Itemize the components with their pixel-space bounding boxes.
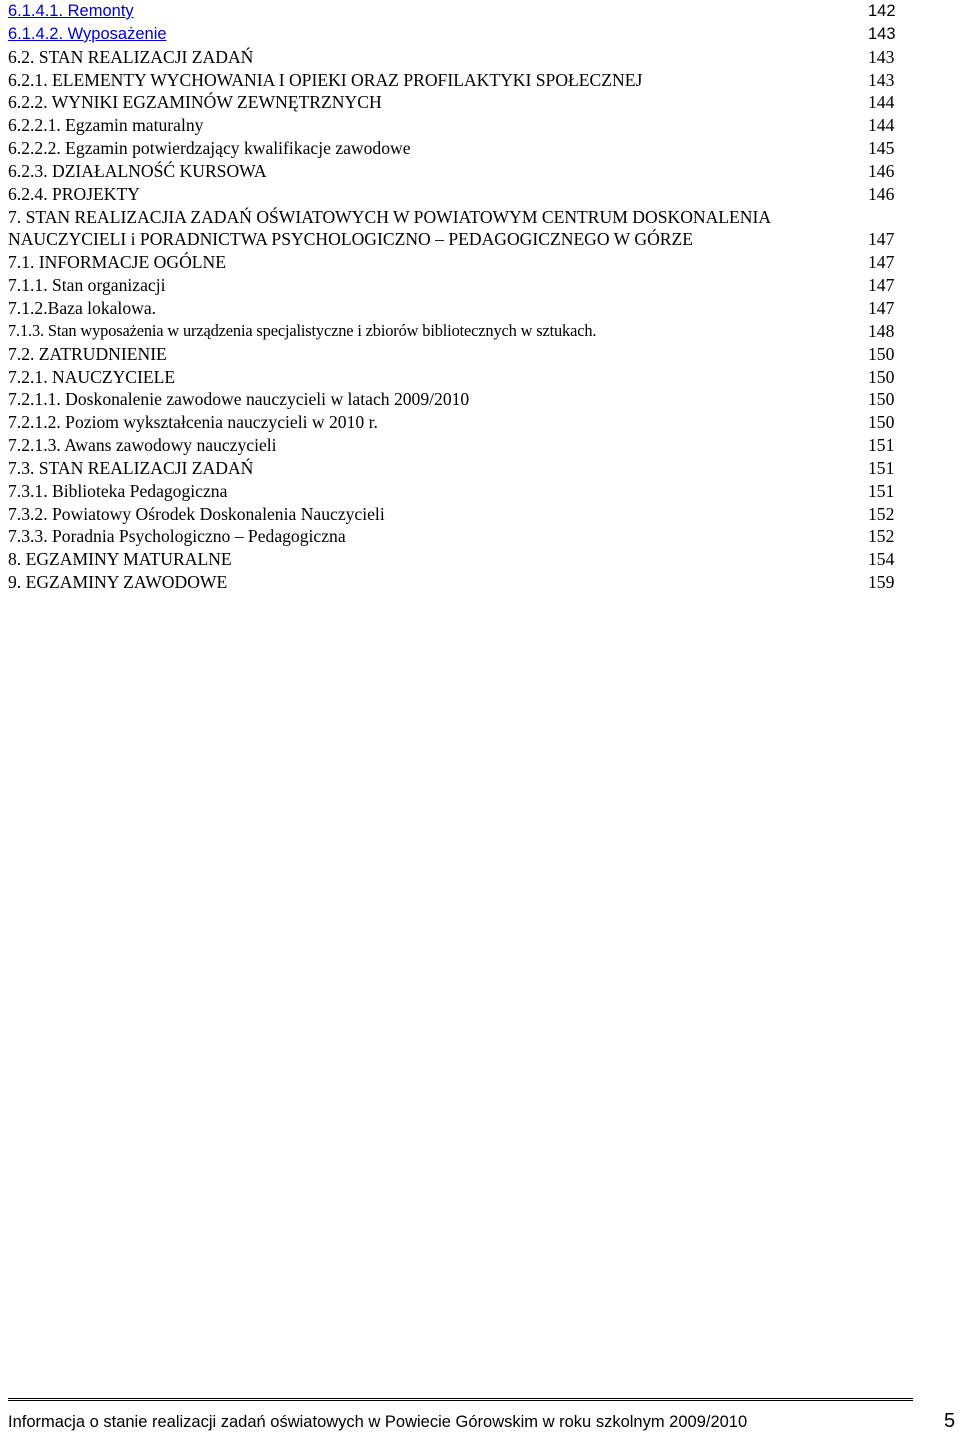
toc-entry-page: 152	[868, 503, 895, 524]
toc-entry[interactable]	[8, 69, 908, 92]
table-of-contents	[8, 0, 908, 594]
footer-divider	[8, 1398, 913, 1401]
toc-entry[interactable]	[8, 503, 908, 526]
toc-entry[interactable]	[8, 0, 908, 23]
toc-entry-page: 147	[868, 297, 895, 318]
toc-entry-title[interactable]: 8. EGZAMINY MATURALNE	[8, 549, 232, 570]
toc-entry[interactable]	[8, 183, 908, 206]
toc-entry-title[interactable]: 7.1. INFORMACJE OGÓLNE	[8, 252, 226, 273]
toc-entry-title[interactable]: 7.2.1.1. Doskonalenie zawodowe nauczycieli w latach 2009/2010	[8, 389, 470, 410]
toc-entry[interactable]	[8, 548, 908, 571]
toc-entry-title[interactable]: 6.1.4.2. Wyposażenie	[8, 24, 167, 43]
toc-entry-page: 151	[868, 480, 895, 501]
toc-entry-title[interactable]: 6.2.3. DZIAŁALNOŚĆ KURSOWA	[8, 160, 267, 181]
toc-entry-page: 147	[868, 229, 895, 250]
toc-entry-title[interactable]: 7.1.1. Stan organizacji	[8, 275, 166, 296]
toc-entry-title[interactable]: 7.2.1.3. Awans zawodowy nauczycieli	[8, 435, 277, 456]
toc-entry-page: 146	[868, 160, 895, 181]
toc-entry-title[interactable]: 7. STAN REALIZACJIA ZADAŃ OŚWIATOWYCH W POWIATOWYM CENTRUM DOSKONALENIA NAUCZYCIELI i PORADNICTWA PSYCHOLOGICZNO – PEDAGOGICZNEGO W GÓRZE	[8, 206, 771, 250]
toc-entry-title[interactable]: 7.3.1. Biblioteka Pedagogiczna	[8, 480, 228, 501]
toc-entry-page: 159	[868, 572, 895, 593]
footer-page-number: 5	[944, 1410, 956, 1432]
toc-entry-page: 144	[868, 115, 895, 136]
toc-entry[interactable]	[8, 457, 908, 480]
toc-entry-page: 147	[868, 252, 895, 273]
toc-entry-page: 142	[868, 2, 896, 20]
toc-entry-page: 145	[868, 138, 895, 159]
toc-entry[interactable]	[8, 343, 908, 366]
toc-entry[interactable]	[8, 274, 908, 297]
toc-entry[interactable]	[8, 160, 908, 183]
toc-entry-page: 150	[868, 389, 895, 410]
toc-entry-page: 144	[868, 92, 895, 113]
toc-entry-page: 143	[868, 46, 895, 67]
toc-entry[interactable]	[8, 91, 908, 114]
toc-entry-page: 150	[868, 343, 895, 364]
toc-entry-title[interactable]: 6.1.4.1. Remonty	[8, 2, 134, 20]
toc-entry-page: 150	[868, 412, 895, 433]
toc-entry-title[interactable]: 6.2.2.1. Egzamin maturalny	[8, 115, 204, 136]
toc-entry-page: 147	[868, 275, 895, 296]
toc-entry[interactable]	[8, 434, 908, 457]
toc-entry[interactable]	[8, 23, 908, 46]
toc-entry-page: 150	[868, 366, 895, 387]
toc-entry-title[interactable]: 7.1.3. Stan wyposażenia w urządzenia specjalistyczne i zbiorów bibliotecznych w sztukach.	[8, 320, 597, 340]
toc-entry[interactable]	[8, 571, 908, 594]
toc-entry-title[interactable]: 7.1.2.Baza lokalowa.	[8, 297, 157, 318]
toc-entry[interactable]	[8, 114, 908, 137]
toc-entry[interactable]	[8, 366, 908, 389]
toc-entry-page: 152	[868, 526, 895, 547]
toc-entry-title[interactable]: 7.2.1. NAUCZYCIELE	[8, 366, 176, 387]
toc-entry-page: 148	[868, 320, 895, 341]
toc-entry-title[interactable]: 6.2.1. ELEMENTY WYCHOWANIA I OPIEKI ORAZ PROFILAKTYKI SPOŁECZNEJ	[8, 69, 643, 90]
toc-entry[interactable]	[8, 46, 908, 69]
toc-entry-title[interactable]: 7.2. ZATRUDNIENIE	[8, 343, 167, 364]
toc-entry-title[interactable]: 7.3. STAN REALIZACJI ZADAŃ	[8, 457, 254, 478]
toc-entry-page: 151	[868, 435, 895, 456]
toc-entry-title[interactable]: 7.3.3. Poradnia Psychologiczno – Pedagogiczna	[8, 526, 346, 547]
toc-entry[interactable]	[8, 206, 908, 252]
toc-entry[interactable]	[8, 297, 908, 320]
toc-entry-title[interactable]: 7.3.2. Powiatowy Ośrodek Doskonalenia Nauczycieli	[8, 503, 385, 524]
toc-entry-title[interactable]: 6.2. STAN REALIZACJI ZADAŃ	[8, 46, 254, 67]
toc-entry-title[interactable]: 6.2.2.2. Egzamin potwierdzający kwalifikacje zawodowe	[8, 138, 411, 159]
toc-entry[interactable]	[8, 411, 908, 434]
toc-entry[interactable]	[8, 388, 908, 411]
toc-entry-page: 143	[868, 69, 895, 90]
toc-entry-title[interactable]: 6.2.4. PROJEKTY	[8, 183, 140, 204]
toc-entry-title[interactable]: 9. EGZAMINY ZAWODOWE	[8, 572, 228, 593]
toc-entry[interactable]	[8, 137, 908, 160]
footer-title: Informacja o stanie realizacji zadań oświatowych w Powiecie Górowskim w roku szkolnym 2009/2010	[8, 1413, 748, 1431]
toc-entry-page: 143	[868, 24, 896, 43]
toc-entry[interactable]	[8, 480, 908, 503]
toc-entry-title[interactable]: 7.2.1.2. Poziom wykształcenia nauczycieli w 2010 r.	[8, 412, 378, 433]
toc-entry[interactable]	[8, 320, 908, 343]
toc-entry[interactable]	[8, 525, 908, 548]
toc-entry-page: 151	[868, 457, 895, 478]
toc-entry[interactable]	[8, 251, 908, 274]
toc-entry-title[interactable]: 6.2.2. WYNIKI EGZAMINÓW ZEWNĘTRZNYCH	[8, 92, 382, 113]
toc-entry-page: 146	[868, 183, 895, 204]
toc-entry-page: 154	[868, 549, 895, 570]
